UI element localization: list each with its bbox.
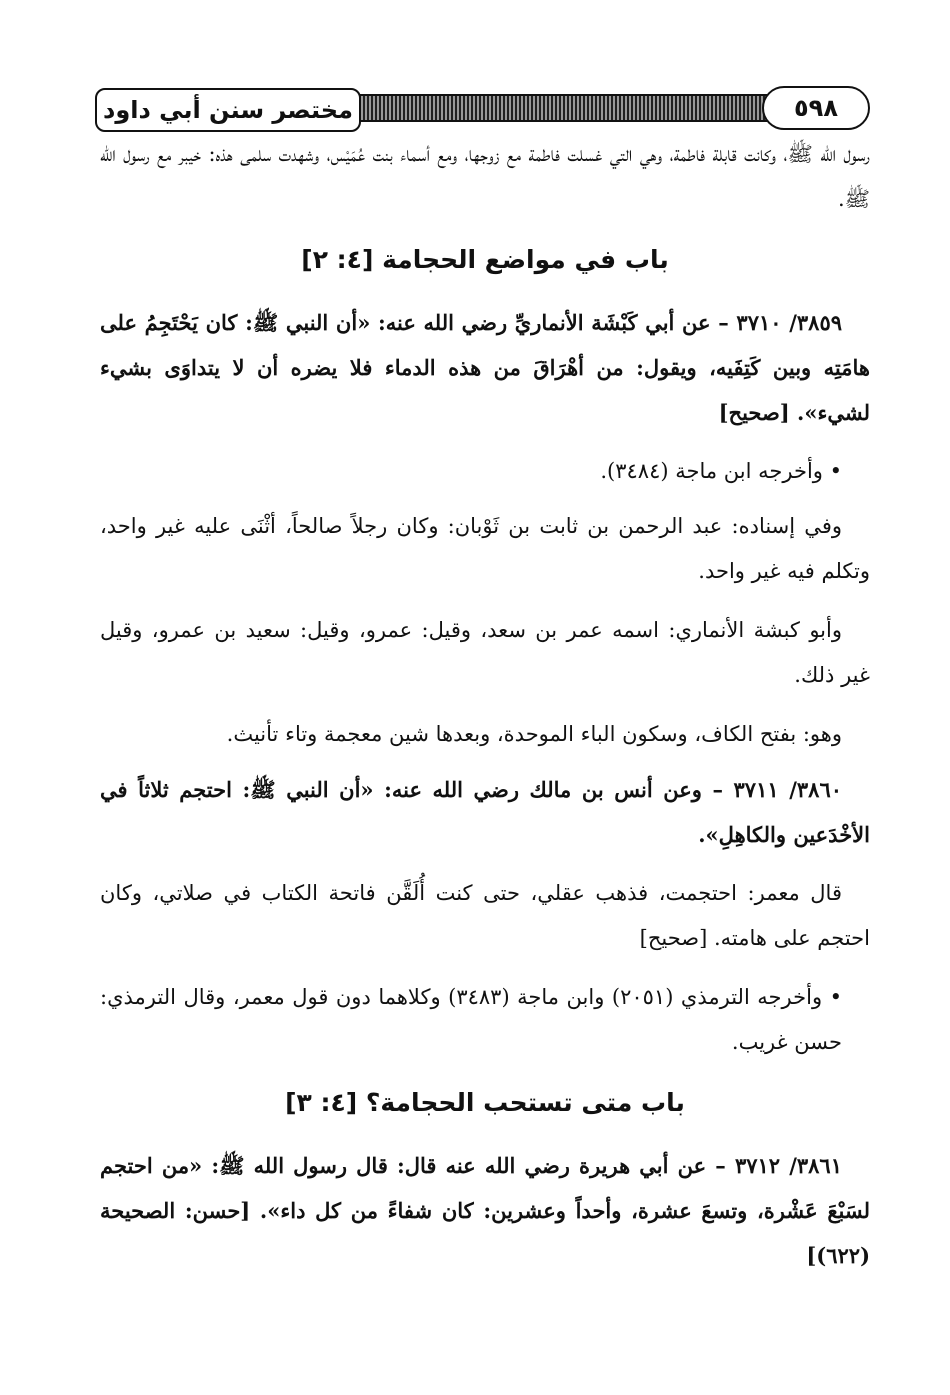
- page-header: [95, 88, 870, 134]
- hadith-3859: ٣٨٥٩/ ٣٧١٠ – عن أبي كَبْشَة الأنماريِّ رضي الله عنه: «أن النبي ﷺ: كان يَحْتَجِمُ على هامَتِه وبين كَتِفَيه، ويقول: من أهْرَاقَ من هذه الدماء فلا يضره أن لا يتداوَى بشيء لشيء». [صحيح]: [100, 310, 870, 425]
- page-body: [100, 132, 870, 1292]
- takhrij-note: • وأخرجه الترمذي (٢٠٥١) وابن ماجة (٣٤٨٣) وكلاهما دون قول معمر، وقال الترمذي: حسن غريب.: [100, 985, 842, 1054]
- commentary-paragraph: وهو: بفتح الكاف، وسكون الباء الموحدة، وبعدها شين معجمة وتاء تأنيث.: [226, 722, 842, 746]
- commentary-paragraph: قال معمر: احتجمت، فذهب عقلي، حتى كنت أُلَقَّن فاتحة الكتاب في صلاتي، وكان احتجم على هامته. [صحيح]: [100, 881, 870, 950]
- book-title: مختصر سنن أبي داود: [95, 88, 361, 132]
- chapter-heading: باب متى تستحب الحجامة؟ [٤: ٣]: [285, 1088, 685, 1117]
- chapter-heading: باب في مواضع الحجامة [٤: ٢]: [301, 245, 669, 274]
- hadith-3860: ٣٨٦٠/ ٣٧١١ – وعن أنس بن مالك رضي الله عنه: «أن النبي ﷺ: احتجم ثلاثاً في الأخْدَعين والكاهِلِ».: [100, 777, 870, 847]
- hadith-3861: ٣٨٦١/ ٣٧١٢ – عن أبي هريرة رضي الله عنه قال: قال رسول الله ﷺ: «من احتجم لسَبْعَ عَشْرة، وتسعَ عشرة، وأحداً وعشرين: كان شفاءً من كل داء». [حسن: الصحيحة (٦٢٢)]: [100, 1153, 870, 1268]
- commentary-paragraph: وأبو كبشة الأنماري: اسمه عمر بن سعد، وقيل: عمرو، وقيل: سعيد بن عمرو، وقيل غير ذلك.: [100, 618, 870, 687]
- takhrij-note: • وأخرجه ابن ماجة (٣٤٨٤).: [600, 459, 842, 483]
- page-number: ٥٩٨: [762, 86, 870, 130]
- paragraph-continuation: رسول الله ﷺ، وكانت قابلة فاطمة، وهي التي غسلت فاطمة مع زوجها، ومع أسماء بنت عُمَيْس، وشهدت سلمى هذه: خيبر مع رسول الله ﷺ.: [100, 142, 870, 211]
- commentary-paragraph: وفي إسناده: عبد الرحمن بن ثابت بن ثَوْبان: وكان رجلاً صالحاً، أثْنَى عليه غير واحد، وتكلم فيه غير واحد.: [100, 514, 870, 583]
